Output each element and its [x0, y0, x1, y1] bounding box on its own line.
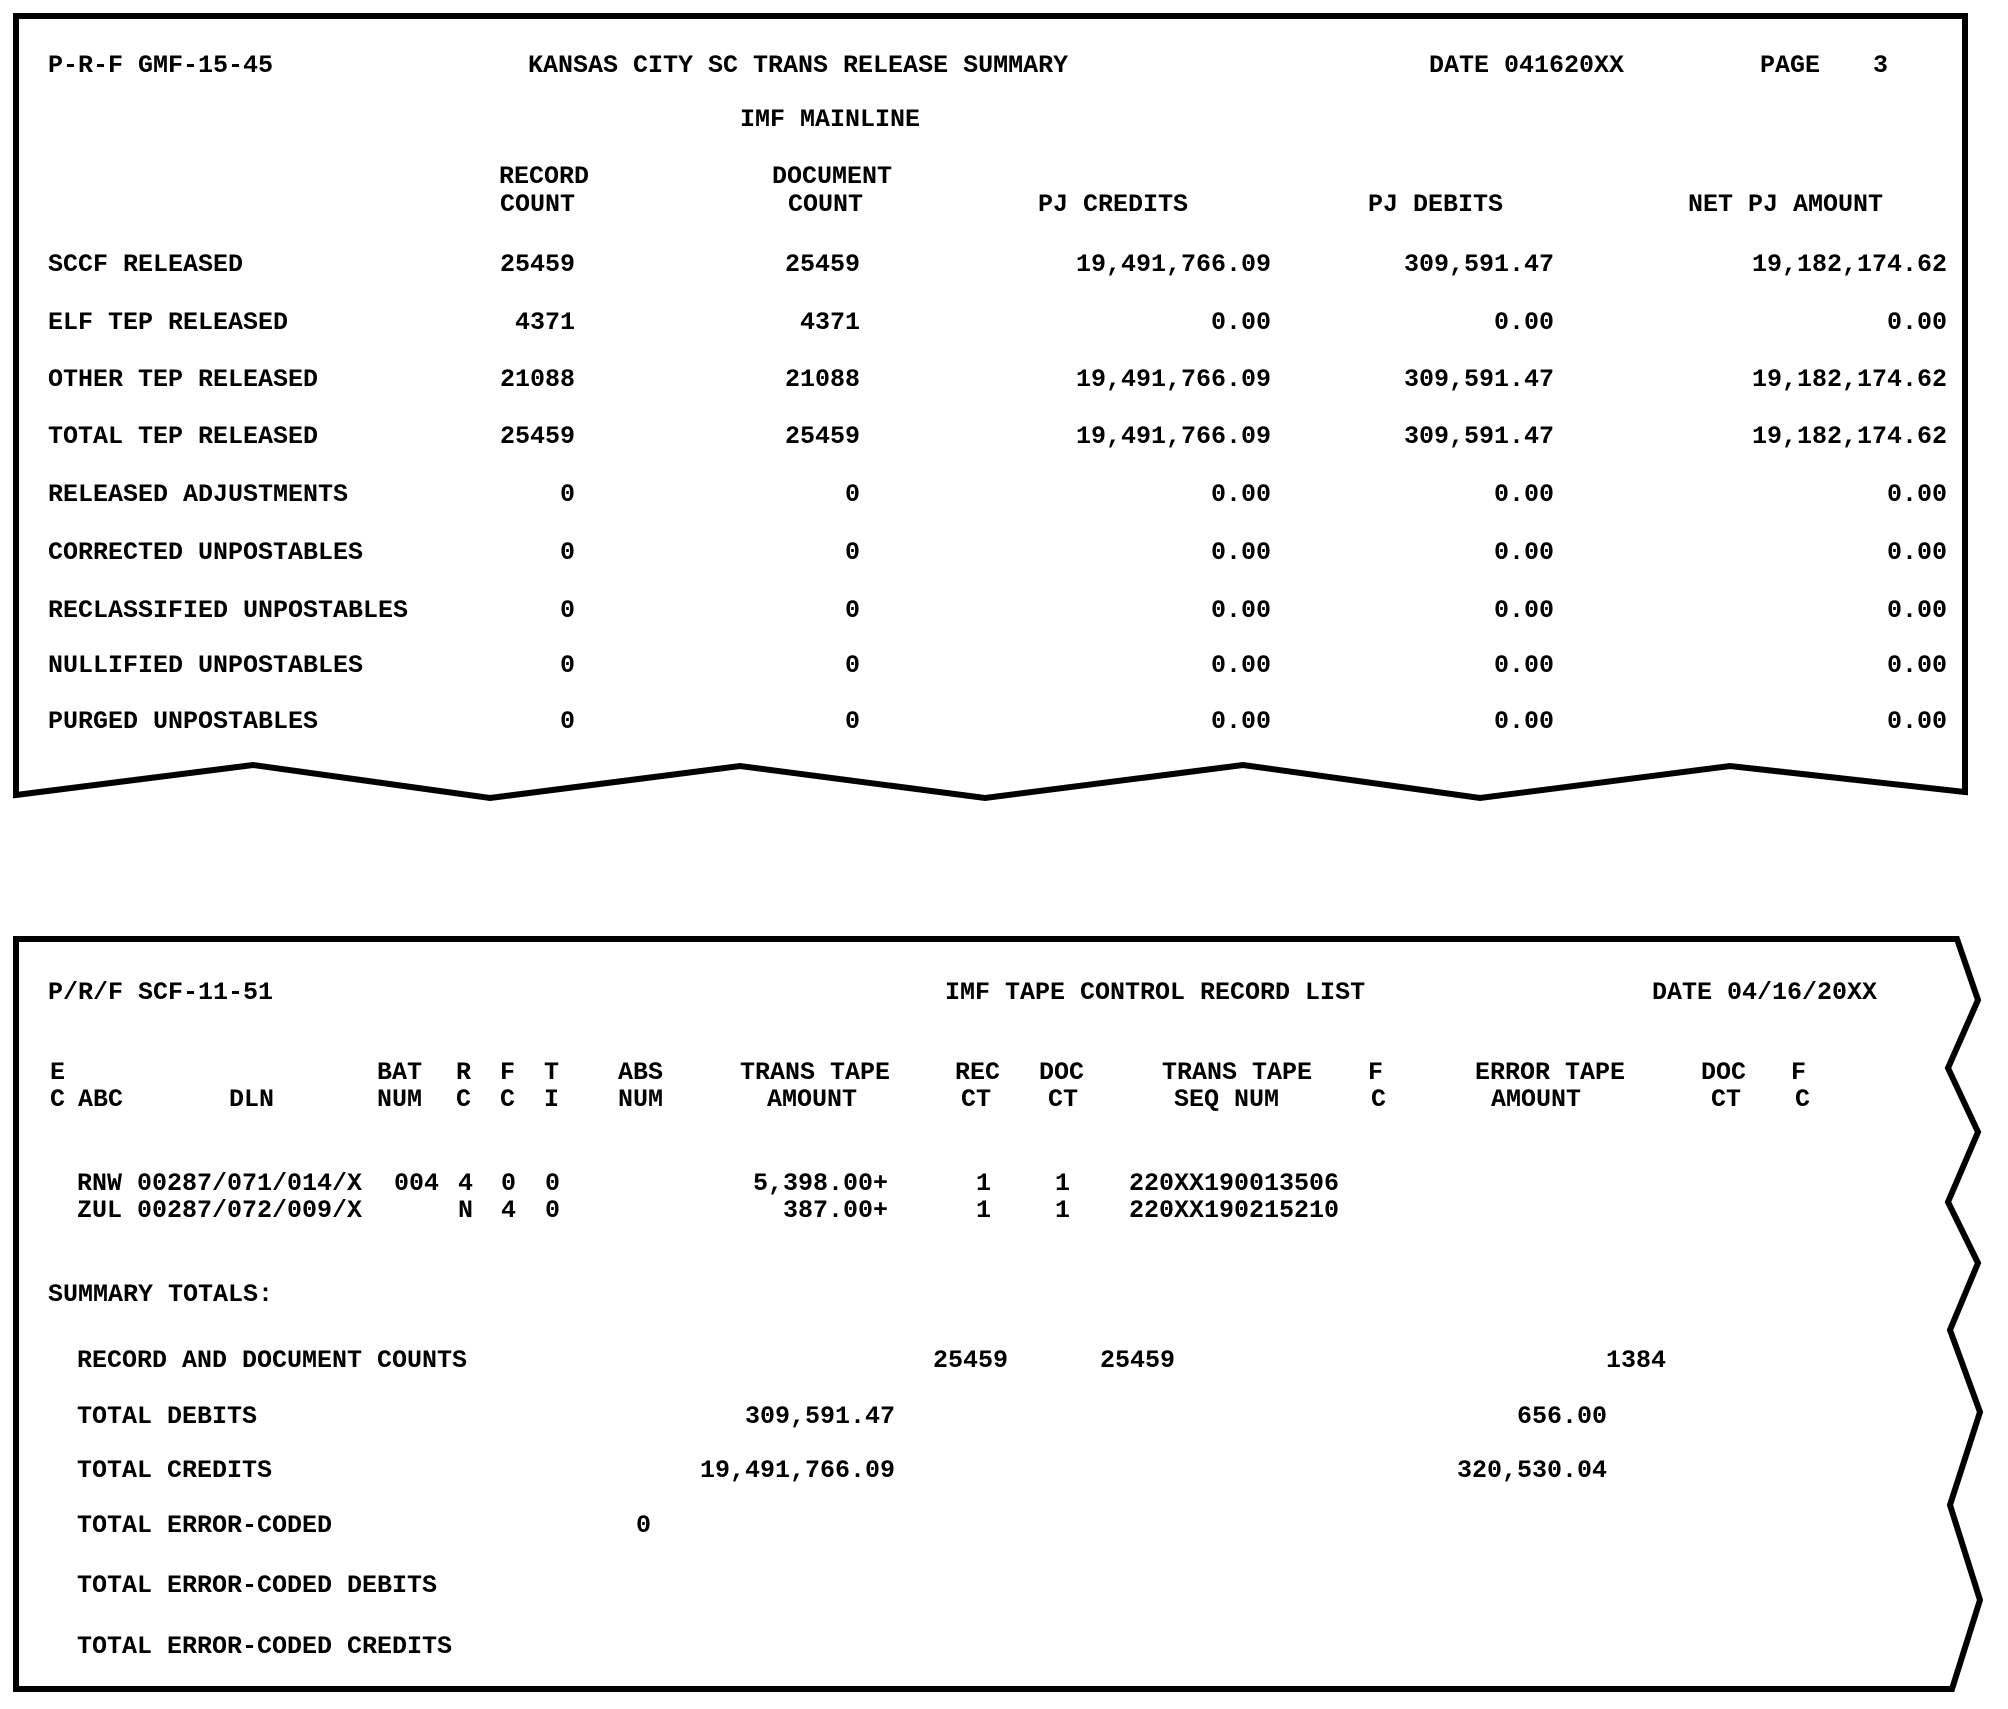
col-header-trans-tape-amount-1: TRANS TAPE [740, 1058, 891, 1087]
record-count-value: 21088 [499, 365, 575, 394]
col-header-document: DOCUMENT [772, 162, 893, 191]
col-header-rc-2: C [456, 1085, 472, 1114]
col-header-abs-1: ABS [618, 1058, 664, 1087]
summary-error-tape-amount-value: 320,530.04 [1456, 1456, 1607, 1485]
pj-debits-value: 0.00 [1493, 538, 1554, 567]
summary-row-label: TOTAL ERROR-CODED [77, 1511, 333, 1540]
col-header-trans-tape-amount-2: AMOUNT [767, 1085, 858, 1114]
record-count-value: 0 [559, 707, 575, 736]
summary-error-doc-ct-value: 1384 [1605, 1346, 1666, 1375]
row-label: CORRECTED UNPOSTABLES [48, 538, 364, 567]
col-header-trans-tape-seq-2: SEQ NUM [1174, 1085, 1280, 1114]
doc2-title: IMF TAPE CONTROL RECORD LIST [945, 978, 1366, 1007]
document-count-value: 25459 [784, 250, 860, 279]
fc-value: 4 [501, 1196, 517, 1225]
net-pj-amount-value: 0.00 [1886, 707, 1947, 736]
pj-credits-value: 0.00 [1210, 596, 1271, 625]
document-count-value: 4371 [799, 308, 860, 337]
pj-debits-value: 0.00 [1493, 596, 1554, 625]
col-header-ti-1: T [544, 1058, 560, 1087]
doc1-subtitle: IMF MAINLINE [740, 105, 921, 134]
bat-num-value: 004 [394, 1169, 440, 1198]
summary-row-label: RECORD AND DOCUMENT COUNTS [77, 1346, 468, 1375]
col-header-trans-tape-seq-1: TRANS TAPE [1162, 1058, 1313, 1087]
pj-credits-value: 0.00 [1210, 538, 1271, 567]
pj-credits-value: 0.00 [1210, 707, 1271, 736]
document-count-value: 0 [844, 596, 860, 625]
col-header-abc: ABC [78, 1085, 124, 1114]
document-count-value: 0 [844, 651, 860, 680]
record-count-value: 0 [559, 538, 575, 567]
doc1-date: DATE 041620XX [1429, 51, 1625, 80]
col-header-ec-2: C [50, 1085, 66, 1114]
ti-value: 0 [545, 1169, 561, 1198]
col-header-doc-ct2-2: CT [1711, 1085, 1742, 1114]
col-header-fc2-2: C [1371, 1085, 1387, 1114]
net-pj-amount-value: 0.00 [1886, 651, 1947, 680]
pj-debits-value: 0.00 [1493, 707, 1554, 736]
net-pj-amount-value: 0.00 [1886, 596, 1947, 625]
record-count-value: 25459 [499, 250, 575, 279]
ti-value: 0 [545, 1196, 561, 1225]
col-header-document-count: COUNT [788, 190, 864, 219]
summary-totals-heading: SUMMARY TOTALS: [48, 1280, 274, 1309]
trans-tape-seq-num-value: 220XX190013506 [1129, 1169, 1340, 1198]
rec-ct-value: 1 [976, 1169, 992, 1198]
col-header-pj-debits: PJ DEBITS [1368, 190, 1504, 219]
summary-error-coded-count-value: 0 [636, 1511, 652, 1540]
summary-error-tape-amount-value: 656.00 [1516, 1402, 1607, 1431]
net-pj-amount-value: 0.00 [1886, 538, 1947, 567]
pj-debits-value: 0.00 [1493, 308, 1554, 337]
pj-credits-value: 19,491,766.09 [1075, 365, 1271, 394]
abc-value: ZUL [77, 1196, 123, 1225]
pj-debits-value: 0.00 [1493, 651, 1554, 680]
net-pj-amount-value: 0.00 [1886, 480, 1947, 509]
record-count-value: 0 [559, 480, 575, 509]
doc2-date: DATE 04/16/20XX [1652, 978, 1878, 1007]
col-header-rc-1: R [456, 1058, 472, 1087]
col-header-rec-ct-1: REC [955, 1058, 1001, 1087]
record-count-value: 0 [559, 651, 575, 680]
pj-debits-value: 309,591.47 [1403, 365, 1554, 394]
col-header-fc-1: F [500, 1058, 516, 1087]
document-count-value: 0 [844, 707, 860, 736]
pj-debits-value: 0.00 [1493, 480, 1554, 509]
col-header-fc-2: C [500, 1085, 516, 1114]
col-header-abs-2: NUM [618, 1085, 664, 1114]
doc-ct-value: 1 [1055, 1196, 1071, 1225]
pj-credits-value: 19,491,766.09 [1075, 422, 1271, 451]
doc1-torn-border [16, 16, 1965, 798]
col-header-fc3-1: F [1791, 1058, 1807, 1087]
net-pj-amount-value: 19,182,174.62 [1751, 365, 1947, 394]
pj-debits-value: 309,591.47 [1403, 250, 1554, 279]
fc-value: 0 [501, 1169, 517, 1198]
row-label: SCCF RELEASED [48, 250, 244, 279]
abc-value: RNW [77, 1169, 123, 1198]
trans-tape-amount-value: 5,398.00+ [752, 1169, 888, 1198]
doc-ct-value: 1 [1055, 1169, 1071, 1198]
summary-row-label: TOTAL ERROR-CODED CREDITS [77, 1632, 453, 1661]
col-header-error-tape-amount-2: AMOUNT [1491, 1085, 1582, 1114]
document-count-value: 0 [844, 480, 860, 509]
col-header-bat-1: BAT [377, 1058, 423, 1087]
summary-row-label: TOTAL DEBITS [77, 1402, 258, 1431]
row-label: RECLASSIFIED UNPOSTABLES [48, 596, 409, 625]
net-pj-amount-value: 19,182,174.62 [1751, 250, 1947, 279]
doc2-report-id: P/R/F SCF-11-51 [48, 978, 274, 1007]
summary-trans-tape-amount-value: 309,591.47 [744, 1402, 895, 1431]
document-count-value: 21088 [784, 365, 860, 394]
net-pj-amount-value: 19,182,174.62 [1751, 422, 1947, 451]
doc1-report-id: P-R-F GMF-15-45 [48, 51, 274, 80]
col-header-rec-ct-2: CT [961, 1085, 992, 1114]
record-count-value: 4371 [514, 308, 575, 337]
col-header-error-tape-amount-1: ERROR TAPE [1475, 1058, 1626, 1087]
col-header-bat-2: NUM [377, 1085, 423, 1114]
summary-doc-ct-value: 25459 [1099, 1346, 1175, 1375]
row-label: OTHER TEP RELEASED [48, 365, 319, 394]
pj-credits-value: 0.00 [1210, 480, 1271, 509]
col-header-doc-ct-2: CT [1048, 1085, 1079, 1114]
col-header-pj-credits: PJ CREDITS [1038, 190, 1189, 219]
dln-value: 00287/071/014/X [137, 1169, 363, 1198]
summary-rec-ct-value: 25459 [932, 1346, 1008, 1375]
col-header-record: RECORD [499, 162, 590, 191]
summary-trans-tape-amount-value: 19,491,766.09 [699, 1456, 895, 1485]
col-header-doc-ct2-1: DOC [1701, 1058, 1747, 1087]
row-label: ELF TEP RELEASED [48, 308, 289, 337]
col-header-doc-ct-1: DOC [1039, 1058, 1085, 1087]
pj-credits-value: 0.00 [1210, 651, 1271, 680]
doc1-page-number: 3 [1873, 51, 1889, 80]
col-header-ti-2: I [544, 1085, 560, 1114]
col-header-record-count: COUNT [500, 190, 576, 219]
col-header-net-pj-amount: NET PJ AMOUNT [1688, 190, 1884, 219]
summary-row-label: TOTAL ERROR-CODED DEBITS [77, 1571, 438, 1600]
dln-value: 00287/072/009/X [137, 1196, 363, 1225]
col-header-ec-1: E [50, 1058, 66, 1087]
row-label: RELEASED ADJUSTMENTS [48, 480, 349, 509]
col-header-fc3-2: C [1795, 1085, 1811, 1114]
record-count-value: 0 [559, 596, 575, 625]
rc-value: N [458, 1196, 474, 1225]
doc1-title: KANSAS CITY SC TRANS RELEASE SUMMARY [528, 51, 1069, 80]
trans-tape-amount-value: 387.00+ [782, 1196, 888, 1225]
document-count-value: 25459 [784, 422, 860, 451]
document-count-value: 0 [844, 538, 860, 567]
rec-ct-value: 1 [976, 1196, 992, 1225]
pj-credits-value: 0.00 [1210, 308, 1271, 337]
row-label: PURGED UNPOSTABLES [48, 707, 319, 736]
col-header-fc2-1: F [1368, 1058, 1384, 1087]
summary-row-label: TOTAL CREDITS [77, 1456, 273, 1485]
pj-debits-value: 309,591.47 [1403, 422, 1554, 451]
row-label: TOTAL TEP RELEASED [48, 422, 319, 451]
pj-credits-value: 19,491,766.09 [1075, 250, 1271, 279]
doc1-page-label: PAGE [1760, 51, 1821, 80]
trans-tape-seq-num-value: 220XX190215210 [1129, 1196, 1340, 1225]
row-label: NULLIFIED UNPOSTABLES [48, 651, 364, 680]
rc-value: 4 [458, 1169, 474, 1198]
record-count-value: 25459 [499, 422, 575, 451]
col-header-dln: DLN [229, 1085, 275, 1114]
net-pj-amount-value: 0.00 [1886, 308, 1947, 337]
